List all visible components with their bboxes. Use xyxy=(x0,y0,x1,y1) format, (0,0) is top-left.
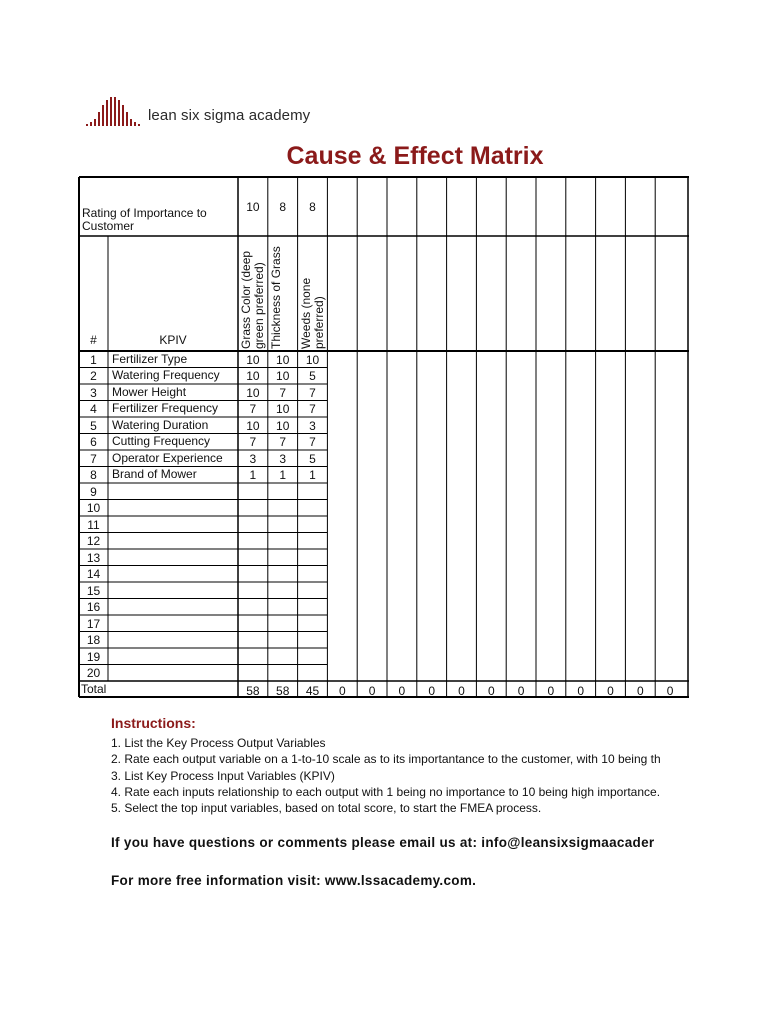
score-cell: 7 xyxy=(309,435,316,449)
score-cell: 10 xyxy=(246,369,260,383)
score-cell: 10 xyxy=(276,352,290,367)
score-cell: 10 xyxy=(276,402,290,416)
importance-value: 10 xyxy=(246,200,260,214)
kpiv-name: Fertilizer Type xyxy=(112,351,188,366)
instruction-item: 4. Rate each inputs relationship to each output with 1 being no importance to 10 being high importance. xyxy=(111,784,661,799)
row-number: 3 xyxy=(90,385,97,400)
score-cell: 10 xyxy=(276,369,290,383)
importance-value: 8 xyxy=(309,200,316,214)
total-value: 58 xyxy=(246,684,260,698)
total-value: 0 xyxy=(517,684,525,698)
more-info-line: For more free information visit: www.lssacademy.com. xyxy=(111,873,477,888)
score-cell: 5 xyxy=(309,451,316,466)
row-number: 2 xyxy=(90,369,97,383)
score-cell: 10 xyxy=(305,352,320,367)
total-value: 45 xyxy=(305,684,320,698)
kpiv-name: Operator Experience xyxy=(112,450,223,465)
row-number: 6 xyxy=(90,435,97,449)
row-number: 11 xyxy=(87,517,100,532)
kpiv-name: Watering Duration xyxy=(112,417,209,432)
total-value: 0 xyxy=(547,684,555,698)
instruction-item: 1. List the Key Process Output Variables xyxy=(111,736,326,750)
output-header: Grass Color (deep green preferred) xyxy=(239,250,266,349)
score-cell: 3 xyxy=(249,451,257,466)
score-cell: 10 xyxy=(246,352,260,367)
row-number: 7 xyxy=(90,451,97,466)
score-cell: 7 xyxy=(249,435,257,449)
kpiv-name: Cutting Frequency xyxy=(112,434,211,448)
row-number: 19 xyxy=(86,649,101,664)
score-cell: 1 xyxy=(309,468,316,482)
row-number: 4 xyxy=(90,402,97,416)
row-number: 20 xyxy=(86,666,101,680)
instruction-item: 3. List Key Process Input Variables (KPIV) xyxy=(111,768,335,783)
total-value: 0 xyxy=(636,684,644,698)
total-label: Total xyxy=(81,682,107,696)
total-value: 0 xyxy=(338,684,346,698)
score-cell: 10 xyxy=(246,418,260,433)
page-title: Cause & Effect Matrix xyxy=(286,142,544,170)
row-number: 10 xyxy=(86,501,101,515)
kpiv-name: Brand of Mower xyxy=(112,467,197,481)
row-number: 9 xyxy=(90,484,97,499)
total-value: 0 xyxy=(458,684,465,698)
logo-text: lean six sigma academy xyxy=(148,107,311,124)
score-cell: 1 xyxy=(249,468,257,482)
row-number: 12 xyxy=(86,534,101,548)
row-number: 15 xyxy=(86,583,101,598)
score-cell: 7 xyxy=(309,402,316,416)
contact-line: If you have questions or comments please email us at: info@leansixsigmaacader xyxy=(111,835,655,850)
row-number: 1 xyxy=(90,352,97,367)
output-header: Thickness of Grass xyxy=(268,246,283,349)
row-number: 13 xyxy=(86,550,101,565)
score-cell: 1 xyxy=(279,468,287,482)
score-cell: 10 xyxy=(246,385,260,400)
score-cell: 3 xyxy=(309,418,316,433)
kpiv-header: KPIV xyxy=(159,333,187,347)
total-value: 0 xyxy=(428,684,436,698)
kpiv-name: Fertilizer Frequency xyxy=(112,401,219,415)
instruction-item: 2. Rate each output variable on a 1-to-10 scale as to its importantance to the customer, with 10 being th xyxy=(111,752,661,767)
score-cell: 10 xyxy=(276,418,290,433)
instruction-item: 5. Select the top input variables, based on total score, to start the FMEA process. xyxy=(111,801,542,816)
kpiv-name: Mower Height xyxy=(112,384,187,399)
score-cell: 7 xyxy=(279,435,287,449)
importance-value: 8 xyxy=(279,200,287,214)
score-cell: 3 xyxy=(279,451,287,466)
row-number: 8 xyxy=(90,468,97,482)
score-cell: 7 xyxy=(279,385,287,400)
importance-label: Rating of Importance to Customer xyxy=(82,206,207,233)
total-value: 0 xyxy=(368,684,376,698)
instructions-heading: Instructions: xyxy=(111,715,196,731)
kpiv-name: Watering Frequency xyxy=(112,368,220,382)
score-cell: 7 xyxy=(309,385,316,400)
score-cell: 5 xyxy=(309,369,316,383)
total-value: 0 xyxy=(398,684,406,698)
row-number: 18 xyxy=(86,633,101,647)
score-cell: 7 xyxy=(249,402,257,416)
num-header: # xyxy=(90,333,97,347)
total-value: 0 xyxy=(577,684,585,698)
total-value: 0 xyxy=(607,684,614,698)
row-number: 16 xyxy=(86,600,101,614)
output-header: Weeds (none preferred) xyxy=(298,277,326,349)
row-number: 17 xyxy=(86,616,101,631)
row-number: 5 xyxy=(90,418,97,433)
total-value: 0 xyxy=(487,684,495,698)
total-value: 0 xyxy=(666,684,674,698)
row-number: 14 xyxy=(86,567,101,581)
total-value: 58 xyxy=(276,684,290,698)
